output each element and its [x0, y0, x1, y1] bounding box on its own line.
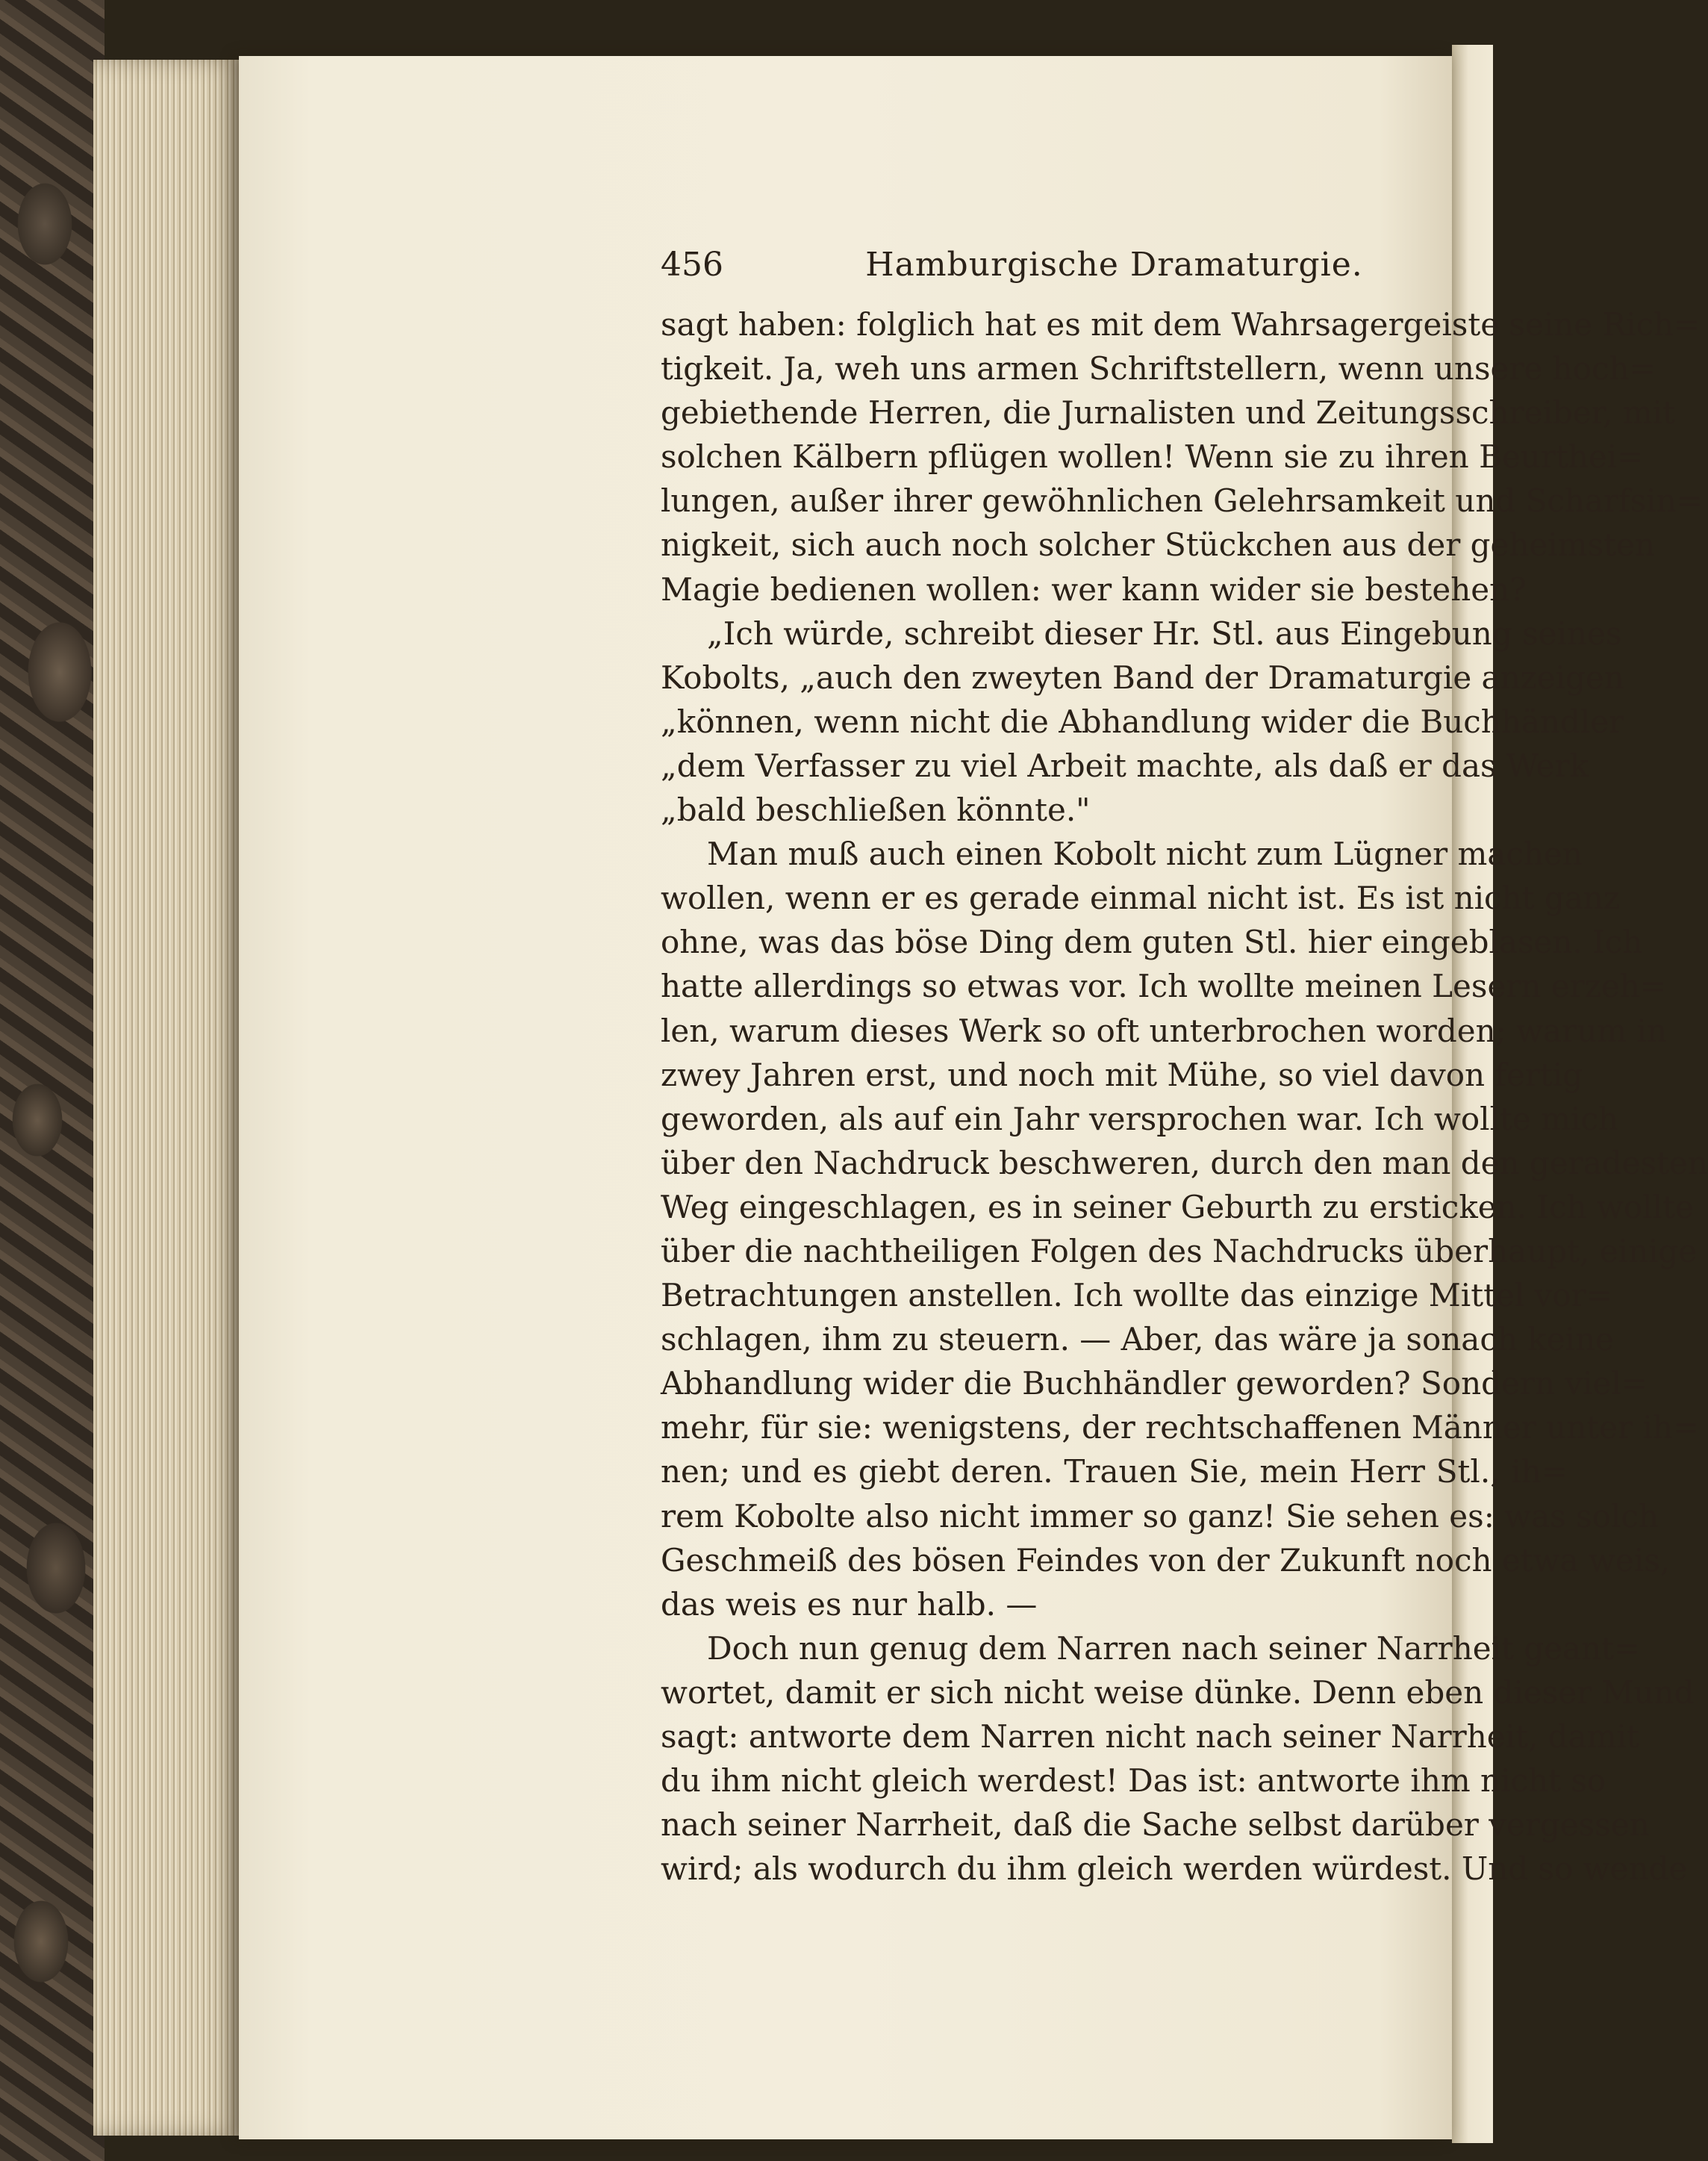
- text-line: tigkeit. Ja, weh uns armen Schriftstellern, wenn unsere hoch=: [661, 350, 1656, 388]
- text-line: hatte allerdings so etwas vor. Ich wollte meinen Lesern erzeh=: [661, 968, 1666, 1005]
- text-line: Betrachtungen anstellen. Ich wollte das einzige Mittel vor=: [661, 1277, 1612, 1314]
- text-line: rem Kobolte also nicht immer so ganz! Sie sehen es: was solch: [661, 1497, 1659, 1535]
- text-line: Abhandlung wider die Buchhändler geworden? Sondern viel=: [661, 1365, 1648, 1402]
- text-line: solchen Kälbern pflügen wollen! Wenn sie zu ihren Beurthei=: [661, 438, 1644, 476]
- text-line: schlagen, ihm zu steuern. — Aber, das wäre ja sonach keine: [661, 1321, 1614, 1358]
- text-line: sagt haben: folglich hat es mit dem Wahrsagergeiste seine Rich=: [661, 306, 1701, 343]
- text-line: zwey Jahren erst, und noch mit Mühe, so viel davon fertig: [661, 1056, 1583, 1093]
- text-line: sagt: antworte dem Narren nicht nach seiner Narrheit, damit: [661, 1718, 1639, 1755]
- text-line: mehr, für sie: wenigstens, der rechtschaffenen Männer unter ih=: [661, 1409, 1700, 1446]
- text-line: „bald beschließen könnte.": [661, 792, 1091, 829]
- text-line: du ihm nicht gleich werdest! Das ist: antworte ihm nicht so: [661, 1762, 1606, 1800]
- text-line: Kobolts, „auch den zweyten Band der Dramaturgie anzeigen: [661, 659, 1624, 696]
- text-line: Doch nun genug dem Narren nach seiner Narrheit geant=: [707, 1629, 1641, 1667]
- marbled-cover: [0, 0, 105, 2161]
- text-line: Weg eingeschlagen, es in seiner Geburth zu ersticken. Ich wollte: [661, 1188, 1694, 1225]
- text-line: „Ich würde, schreibt dieser Hr. Stl. aus Eingebung seines: [707, 615, 1622, 652]
- text-line: gebiethende Herren, die Jurnalisten und Zeitungsschreiber, mit: [661, 394, 1675, 432]
- text-line: nach seiner Narrheit, daß die Sache selbst darüber vergessen: [661, 1806, 1650, 1844]
- text-line: geworden, als auf ein Jahr versprochen war. Ich wollte mich: [661, 1100, 1618, 1137]
- text-line: über die nachtheiligen Folgen des Nachdrucks überhaupt, einige: [661, 1232, 1698, 1269]
- text-line: lungen, außer ihrer gewöhnlichen Gelehrsamkeit und Scharfsin=: [661, 482, 1703, 520]
- body-text: [661, 302, 1708, 1891]
- page-number: 456: [661, 246, 723, 284]
- text-line: ohne, was das böse Ding dem guten Stl. hier eingeblasen. Ich: [661, 924, 1643, 961]
- text-line: „dem Verfasser zu viel Arbeit machte, als daß er das Werk: [661, 747, 1589, 784]
- text-line: len, warum dieses Werk so oft unterbrochen worden; warum in: [661, 1012, 1667, 1049]
- text-line: wollen, wenn er es gerade einmal nicht ist. Es ist nicht ganz: [661, 880, 1620, 917]
- text-line: „können, wenn nicht die Abhandlung wider die Buchhändler: [661, 703, 1624, 740]
- page-header: [661, 246, 1568, 284]
- text-line: Magie bedienen wollen: wer kann wider sie bestehen?: [661, 570, 1527, 608]
- text-line: wortet, damit er sich nicht weise dünke. Denn eben dieser Mund: [661, 1673, 1695, 1711]
- text-line: nen; und es giebt deren. Trauen Sie, mein Herr Stl., ih=: [661, 1453, 1568, 1490]
- text-line: Geschmeiß des bösen Feindes von der Zukunft noch etwa weis,: [661, 1541, 1671, 1579]
- book-page: [239, 56, 1708, 2139]
- text-line: das weis es nur halb. —: [661, 1585, 1038, 1623]
- text-line: wird; als wodurch du ihm gleich werden würdest. Und so wende: [661, 1850, 1688, 1888]
- text-line: Man muß auch einen Kobolt nicht zum Lügner machen: [707, 836, 1583, 873]
- text-line: nigkeit, sich auch noch solcher Stückchen aus der geheimsten: [661, 526, 1655, 564]
- running-title: Hamburgische Dramaturgie.: [865, 246, 1363, 284]
- page-edges: [93, 60, 243, 2136]
- text-line: über den Nachdruck beschweren, durch den man den geradesten: [661, 1144, 1708, 1181]
